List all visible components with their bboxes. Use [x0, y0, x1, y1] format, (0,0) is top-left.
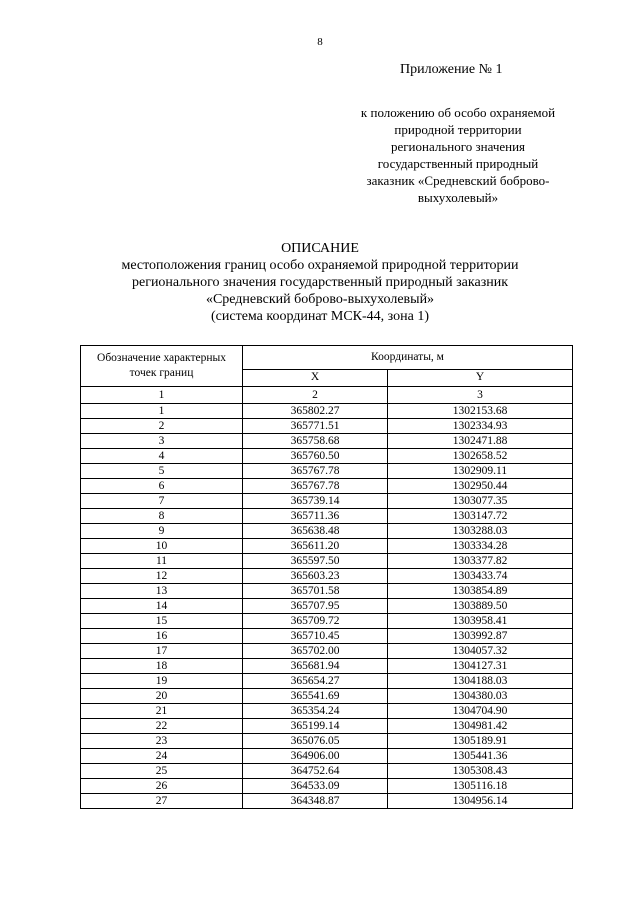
y-coordinate-cell: 1305308.43 [388, 764, 573, 779]
x-coordinate-cell: 365739.14 [243, 494, 388, 509]
y-coordinate-cell: 1303377.82 [388, 554, 573, 569]
x-coordinate-cell: 364752.64 [243, 764, 388, 779]
point-number-cell: 3 [81, 434, 243, 449]
table-row [81, 599, 573, 614]
y-coordinate-cell: 1304380.03 [388, 689, 573, 704]
x-coordinate-cell: 365710.45 [243, 629, 388, 644]
point-number-cell: 18 [81, 659, 243, 674]
y-coordinate-cell: 1302909.11 [388, 464, 573, 479]
x-coordinate-cell: 365701.58 [243, 584, 388, 599]
y-coordinate-cell: 1303334.28 [388, 539, 573, 554]
appendix-ref-line: регионального значения [390, 139, 526, 154]
point-number-cell: 7 [81, 494, 243, 509]
y-coordinate-cell: 1302153.68 [388, 404, 573, 419]
point-number-cell: 16 [81, 629, 243, 644]
point-number-cell: 8 [81, 509, 243, 524]
y-coordinate-cell: 1303889.50 [388, 599, 573, 614]
table-row [81, 674, 573, 689]
point-number-cell: 15 [81, 614, 243, 629]
table-row [81, 509, 573, 524]
table-row [81, 704, 573, 719]
table-row [81, 419, 573, 434]
x-coordinate-cell: 365760.50 [243, 449, 388, 464]
table-row [81, 689, 573, 704]
y-coordinate-cell: 1302334.93 [388, 419, 573, 434]
point-number-cell: 12 [81, 569, 243, 584]
table-row [81, 614, 573, 629]
document-subtitle-line: «Средневский боброво-выхухолевый» [205, 292, 435, 307]
table-row [81, 764, 573, 779]
y-coordinate-cell: 1302950.44 [388, 479, 573, 494]
page-number: 8 [317, 36, 323, 48]
point-number-cell: 14 [81, 599, 243, 614]
table-row [81, 584, 573, 599]
x-coordinate-cell: 365603.23 [243, 569, 388, 584]
appendix-title: Приложение № 1 [400, 62, 503, 77]
x-coordinate-cell: 365802.27 [243, 404, 388, 419]
point-number-cell: 19 [81, 674, 243, 689]
y-coordinate-cell: 1303147.72 [388, 509, 573, 524]
x-coordinate-cell: 364348.87 [243, 794, 388, 809]
point-number-cell: 11 [81, 554, 243, 569]
document-subtitle-line: местоположения границ особо охраняемой природной территории [121, 258, 519, 273]
x-coordinate-cell: 365707.95 [243, 599, 388, 614]
table-row [81, 629, 573, 644]
x-coordinate-cell: 365654.27 [243, 674, 388, 689]
point-number-cell: 6 [81, 479, 243, 494]
point-number-cell: 25 [81, 764, 243, 779]
point-number-cell: 10 [81, 539, 243, 554]
x-coordinate-cell: 365541.69 [243, 689, 388, 704]
table-row [81, 794, 573, 809]
point-number-cell: 5 [81, 464, 243, 479]
x-coordinate-cell: 365638.48 [243, 524, 388, 539]
point-number-cell: 1 [81, 404, 243, 419]
table-row [81, 449, 573, 464]
y-coordinate-cell: 1302471.88 [388, 434, 573, 449]
appendix-ref-line: выхухолевый» [417, 190, 499, 205]
x-coordinate-cell: 365771.51 [243, 419, 388, 434]
x-coordinate-cell: 365597.50 [243, 554, 388, 569]
point-number-cell: 17 [81, 644, 243, 659]
x-coordinate-cell: 365702.00 [243, 644, 388, 659]
table-row [81, 434, 573, 449]
y-coordinate-cell: 1304057.32 [388, 644, 573, 659]
table-row [81, 494, 573, 509]
point-number-cell: 9 [81, 524, 243, 539]
table-row [81, 554, 573, 569]
column-number: 1 [81, 387, 243, 404]
header-point-designation: Обозначение характерных точек границ [81, 346, 243, 387]
document-title: ОПИСАНИЕ [281, 241, 359, 256]
column-number-row [81, 387, 573, 404]
table-row [81, 659, 573, 674]
column-number: 2 [243, 387, 388, 404]
table-row [81, 524, 573, 539]
y-coordinate-cell: 1304981.42 [388, 719, 573, 734]
y-coordinate-cell: 1303958.41 [388, 614, 573, 629]
table-row [81, 749, 573, 764]
x-coordinate-cell: 365076.05 [243, 734, 388, 749]
point-number-cell: 21 [81, 704, 243, 719]
y-coordinate-cell: 1305189.91 [388, 734, 573, 749]
y-coordinate-cell: 1305441.36 [388, 749, 573, 764]
x-coordinate-cell: 365758.68 [243, 434, 388, 449]
y-coordinate-cell: 1303433.74 [388, 569, 573, 584]
header-coordinates: Координаты, м [243, 346, 573, 370]
table-row [81, 404, 573, 419]
point-number-cell: 27 [81, 794, 243, 809]
y-coordinate-cell: 1305116.18 [388, 779, 573, 794]
appendix-ref-line: к положению об особо охраняемой [360, 105, 556, 120]
appendix-ref-line: природной территории [394, 122, 522, 137]
table-row [81, 569, 573, 584]
header-x: X [243, 369, 388, 386]
x-coordinate-cell: 364533.09 [243, 779, 388, 794]
y-coordinate-cell: 1303992.87 [388, 629, 573, 644]
point-number-cell: 2 [81, 419, 243, 434]
y-coordinate-cell: 1303077.35 [388, 494, 573, 509]
y-coordinate-cell: 1304188.03 [388, 674, 573, 689]
x-coordinate-cell: 365199.14 [243, 719, 388, 734]
table-row [81, 539, 573, 554]
y-coordinate-cell: 1303288.03 [388, 524, 573, 539]
table-row [81, 734, 573, 749]
y-coordinate-cell: 1304956.14 [388, 794, 573, 809]
x-coordinate-cell: 365711.36 [243, 509, 388, 524]
point-number-cell: 20 [81, 689, 243, 704]
coordinates-table-body [81, 404, 573, 809]
point-number-cell: 4 [81, 449, 243, 464]
document-subtitle-line: регионального значения государственный природный заказник [131, 275, 509, 290]
x-coordinate-cell: 365767.78 [243, 479, 388, 494]
appendix-ref-line: заказник «Средневский боброво- [366, 173, 550, 188]
column-number: 3 [388, 387, 573, 404]
document-heading [0, 240, 640, 325]
table-row [81, 779, 573, 794]
table-row [81, 464, 573, 479]
x-coordinate-cell: 365681.94 [243, 659, 388, 674]
table-row [81, 719, 573, 734]
y-coordinate-cell: 1303854.89 [388, 584, 573, 599]
y-coordinate-cell: 1302658.52 [388, 449, 573, 464]
point-number-cell: 26 [81, 779, 243, 794]
x-coordinate-cell: 365354.24 [243, 704, 388, 719]
appendix-reference [340, 104, 576, 206]
x-coordinate-cell: 365767.78 [243, 464, 388, 479]
x-coordinate-cell: 365709.72 [243, 614, 388, 629]
y-coordinate-cell: 1304704.90 [388, 704, 573, 719]
x-coordinate-cell: 365611.20 [243, 539, 388, 554]
coordinate-system-note: (система координат МСК-44, зона 1) [211, 309, 429, 324]
coordinates-table [80, 345, 573, 809]
point-number-cell: 22 [81, 719, 243, 734]
x-coordinate-cell: 364906.00 [243, 749, 388, 764]
point-number-cell: 24 [81, 749, 243, 764]
header-y: Y [388, 369, 573, 386]
table-row [81, 479, 573, 494]
y-coordinate-cell: 1304127.31 [388, 659, 573, 674]
appendix-ref-line: государственный природный [377, 156, 539, 171]
point-number-cell: 13 [81, 584, 243, 599]
table-row [81, 644, 573, 659]
point-number-cell: 23 [81, 734, 243, 749]
